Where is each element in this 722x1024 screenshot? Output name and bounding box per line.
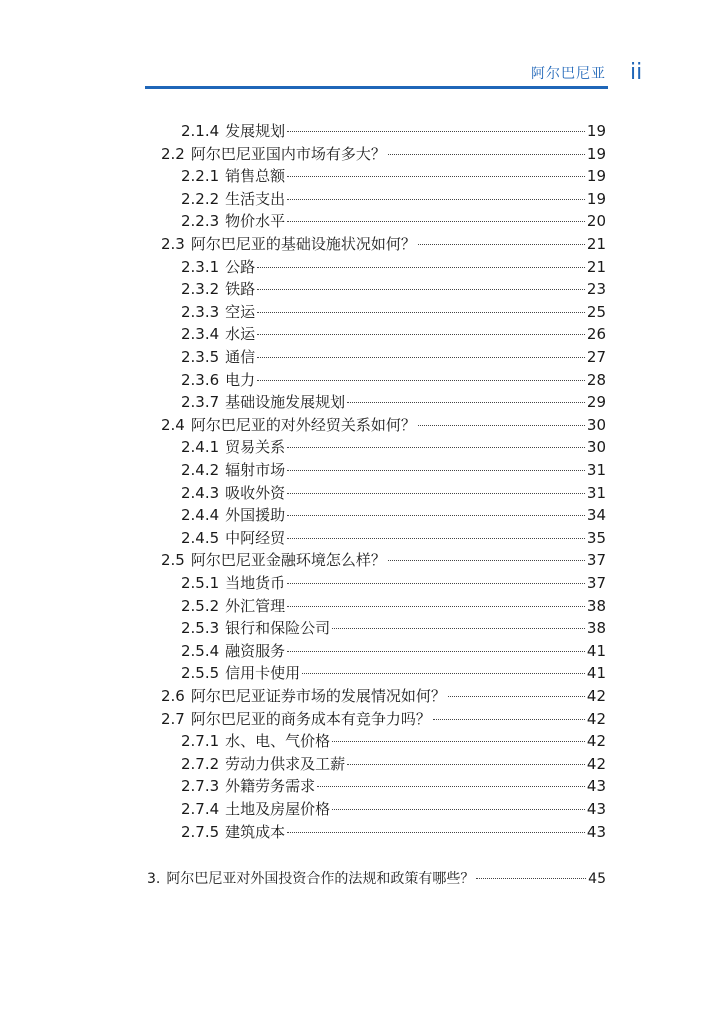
toc-entry-page: 31 bbox=[586, 483, 606, 502]
toc-entry-page: 42 bbox=[586, 709, 606, 728]
toc-entry-page: 30 bbox=[586, 415, 606, 434]
toc-dot-leader bbox=[476, 864, 586, 879]
toc-entry-title: 公路 bbox=[225, 257, 256, 276]
toc-entry-title: 电力 bbox=[225, 370, 256, 389]
toc-entry-title: 阿尔巴尼亚的对外经贸关系如何？ bbox=[190, 415, 416, 434]
toc-entry-number: 2.2.2 bbox=[181, 189, 220, 208]
header-rule bbox=[145, 86, 608, 89]
toc-entry-page: 19 bbox=[586, 122, 606, 140]
toc-entry-title: 发展规划 bbox=[225, 122, 286, 140]
toc-entry-number: 2.2.1 bbox=[181, 167, 220, 186]
toc-entry-number: 2.2 bbox=[161, 144, 185, 163]
toc-dot-leader bbox=[287, 818, 585, 833]
toc-dot-leader bbox=[287, 433, 585, 448]
toc-entry-title: 贸易关系 bbox=[225, 438, 286, 457]
toc-entry-title: 水运 bbox=[225, 325, 256, 344]
toc-entry-title: 银行和保险公司 bbox=[225, 619, 331, 638]
toc-entry[interactable] bbox=[181, 821, 606, 843]
toc-entry-number: 2.3.5 bbox=[181, 348, 220, 366]
toc-entry-number: 2.7.4 bbox=[181, 800, 220, 818]
toc-entry-number: 2.5 bbox=[161, 551, 185, 570]
toc-dot-leader bbox=[287, 162, 585, 177]
toc-entry-title: 阿尔巴尼亚国内市场有多大？ bbox=[190, 144, 386, 163]
toc-entry-title: 信用卡使用 bbox=[225, 664, 301, 683]
toc-entry-page: 45 bbox=[588, 870, 606, 887]
toc-entry-page: 42 bbox=[586, 687, 606, 705]
toc-entry-title: 外籍劳务需求 bbox=[225, 777, 316, 796]
toc-entry-number: 2.7 bbox=[161, 709, 185, 728]
toc-entry-number: 2.3.2 bbox=[181, 280, 220, 299]
toc-dot-leader bbox=[347, 750, 585, 765]
toc-entry-page: 30 bbox=[586, 438, 606, 457]
toc-entry-page: 37 bbox=[586, 551, 606, 570]
toc-entry-title: 劳动力供求及工薪 bbox=[225, 754, 346, 773]
toc-entry-title: 吸收外资 bbox=[225, 483, 286, 502]
toc-dot-leader bbox=[388, 546, 585, 561]
toc-entry-number: 2.3.3 bbox=[181, 302, 220, 321]
toc-entry-page: 43 bbox=[586, 822, 606, 841]
toc-entry-title: 阿尔巴尼亚金融环境怎么样？ bbox=[190, 551, 386, 570]
toc-dot-leader bbox=[257, 366, 585, 381]
toc-entry-page: 28 bbox=[586, 370, 606, 389]
toc-dot-leader bbox=[347, 388, 585, 403]
toc-dot-leader bbox=[257, 275, 585, 290]
toc-entry-page: 21 bbox=[586, 257, 606, 276]
toc-entry-title: 物价水平 bbox=[225, 212, 286, 231]
toc-entry-number: 2.1.4 bbox=[181, 122, 220, 140]
toc-dot-leader bbox=[287, 501, 585, 516]
toc-entry-page: 42 bbox=[586, 754, 606, 773]
toc-entry-number: 2.4.2 bbox=[181, 461, 220, 479]
toc-dot-leader bbox=[332, 727, 585, 742]
toc-entry-page: 35 bbox=[586, 528, 606, 547]
toc-entry-number: 2.5.2 bbox=[181, 596, 220, 615]
toc-entry-number: 2.7.3 bbox=[181, 777, 220, 796]
toc-dot-leader bbox=[388, 140, 585, 155]
toc-entry-number: 2.5.1 bbox=[181, 574, 220, 592]
toc-entry-title: 阿尔巴尼亚对外国投资合作的法规和政策有哪些？ bbox=[166, 870, 475, 887]
toc-entry-number: 2.3.4 bbox=[181, 325, 220, 344]
toc-entry-title: 生活支出 bbox=[225, 189, 286, 208]
toc-dot-leader bbox=[332, 614, 585, 629]
toc-entry-title: 辐射市场 bbox=[225, 461, 286, 479]
toc-entry-title: 铁路 bbox=[225, 280, 256, 299]
toc-entry-page: 38 bbox=[586, 596, 606, 615]
toc-entry-number: 2.4.3 bbox=[181, 483, 220, 502]
toc-entry-title: 空运 bbox=[225, 302, 256, 321]
toc-dot-leader bbox=[302, 659, 585, 674]
toc-entry-page: 31 bbox=[586, 461, 606, 479]
toc-entry-number: 2.4.4 bbox=[181, 506, 220, 525]
toc-entry-number: 2.4.5 bbox=[181, 528, 220, 547]
toc-dot-leader bbox=[287, 456, 585, 471]
toc-entry-title: 建筑成本 bbox=[225, 822, 286, 841]
page-number: ii bbox=[630, 60, 643, 85]
toc-entry-page: 19 bbox=[586, 144, 606, 163]
toc-entry-title: 阿尔巴尼亚证券市场的发展情况如何？ bbox=[190, 687, 446, 705]
toc-entry-title: 融资服务 bbox=[225, 641, 286, 660]
toc-entry-number: 2.5.3 bbox=[181, 619, 220, 638]
toc-entry-title: 水、电、气价格 bbox=[225, 732, 331, 751]
toc-entry-page: 43 bbox=[586, 800, 606, 818]
toc-entry-title: 土地及房屋价格 bbox=[225, 800, 331, 818]
toc-entry-number: 2.5.5 bbox=[181, 664, 220, 683]
toc-entry-title: 基础设施发展规划 bbox=[225, 393, 346, 412]
toc-dot-leader bbox=[287, 524, 585, 539]
toc-entry-title: 外汇管理 bbox=[225, 596, 286, 615]
toc-entry-page: 42 bbox=[586, 732, 606, 751]
toc-dot-leader bbox=[418, 230, 585, 245]
toc-entry-title: 中阿经贸 bbox=[225, 528, 286, 547]
toc-entry-page: 25 bbox=[586, 302, 606, 321]
toc-entry-page: 26 bbox=[586, 325, 606, 344]
running-header-title: 阿尔巴尼亚 bbox=[531, 66, 606, 82]
toc-dot-leader bbox=[287, 569, 585, 584]
toc-dot-leader bbox=[448, 682, 585, 697]
toc-entry[interactable] bbox=[147, 868, 606, 890]
toc-entry-number: 2.3.7 bbox=[181, 393, 220, 412]
toc-entry-page: 29 bbox=[586, 393, 606, 412]
toc-entry-page: 41 bbox=[586, 664, 606, 683]
toc-dot-leader bbox=[287, 479, 585, 494]
toc-entry-number: 2.2.3 bbox=[181, 212, 220, 231]
toc-entry-page: 19 bbox=[586, 167, 606, 186]
toc-dot-leader bbox=[287, 592, 585, 607]
toc-dot-leader bbox=[257, 343, 585, 358]
toc-entry-page: 34 bbox=[586, 506, 606, 525]
toc-entry-number: 2.3 bbox=[161, 235, 185, 253]
toc-dot-leader bbox=[332, 795, 585, 810]
toc-entry-number: 2.5.4 bbox=[181, 641, 220, 660]
toc-entry-number: 2.7.1 bbox=[181, 732, 220, 751]
toc-dot-leader bbox=[257, 298, 585, 313]
toc-entry-number: 2.4.1 bbox=[181, 438, 220, 457]
toc-entry-title: 销售总额 bbox=[225, 167, 286, 186]
toc-entry-number: 2.4 bbox=[161, 415, 185, 434]
toc-entry-page: 23 bbox=[586, 280, 606, 299]
toc-dot-leader bbox=[287, 117, 585, 132]
toc-entry-page: 43 bbox=[586, 777, 606, 796]
toc-entry-page: 38 bbox=[586, 619, 606, 638]
toc-dot-leader bbox=[257, 253, 585, 268]
toc-entry-number: 2.3.1 bbox=[181, 257, 220, 276]
toc-entry-number: 2.7.5 bbox=[181, 822, 220, 841]
toc-entry-page: 37 bbox=[586, 574, 606, 592]
toc-entry-page: 19 bbox=[586, 189, 606, 208]
toc-dot-leader bbox=[418, 411, 585, 426]
toc-entry-title: 外国援助 bbox=[225, 506, 286, 525]
toc-entry-title: 阿尔巴尼亚的商务成本有竞争力吗？ bbox=[190, 709, 431, 728]
toc-dot-leader bbox=[257, 320, 585, 335]
toc-entry-page: 21 bbox=[586, 235, 606, 253]
toc-dot-leader bbox=[317, 772, 585, 787]
toc-entry-title: 阿尔巴尼亚的基础设施状况如何？ bbox=[190, 235, 416, 253]
toc-dot-leader bbox=[287, 637, 585, 652]
toc-entry-page: 41 bbox=[586, 641, 606, 660]
toc-entry-number: 2.3.6 bbox=[181, 370, 220, 389]
toc-entry-number: 2.6 bbox=[161, 687, 185, 705]
toc-entry-title: 当地货币 bbox=[225, 574, 286, 592]
toc-entry-number: 3. bbox=[147, 870, 161, 887]
toc-dot-leader bbox=[287, 207, 585, 222]
toc-dot-leader bbox=[287, 185, 585, 200]
toc-entry-page: 20 bbox=[586, 212, 606, 231]
toc-entry-page: 27 bbox=[586, 348, 606, 366]
toc-entry-title: 通信 bbox=[225, 348, 256, 366]
toc-dot-leader bbox=[433, 705, 585, 720]
toc-entry-number: 2.7.2 bbox=[181, 754, 220, 773]
